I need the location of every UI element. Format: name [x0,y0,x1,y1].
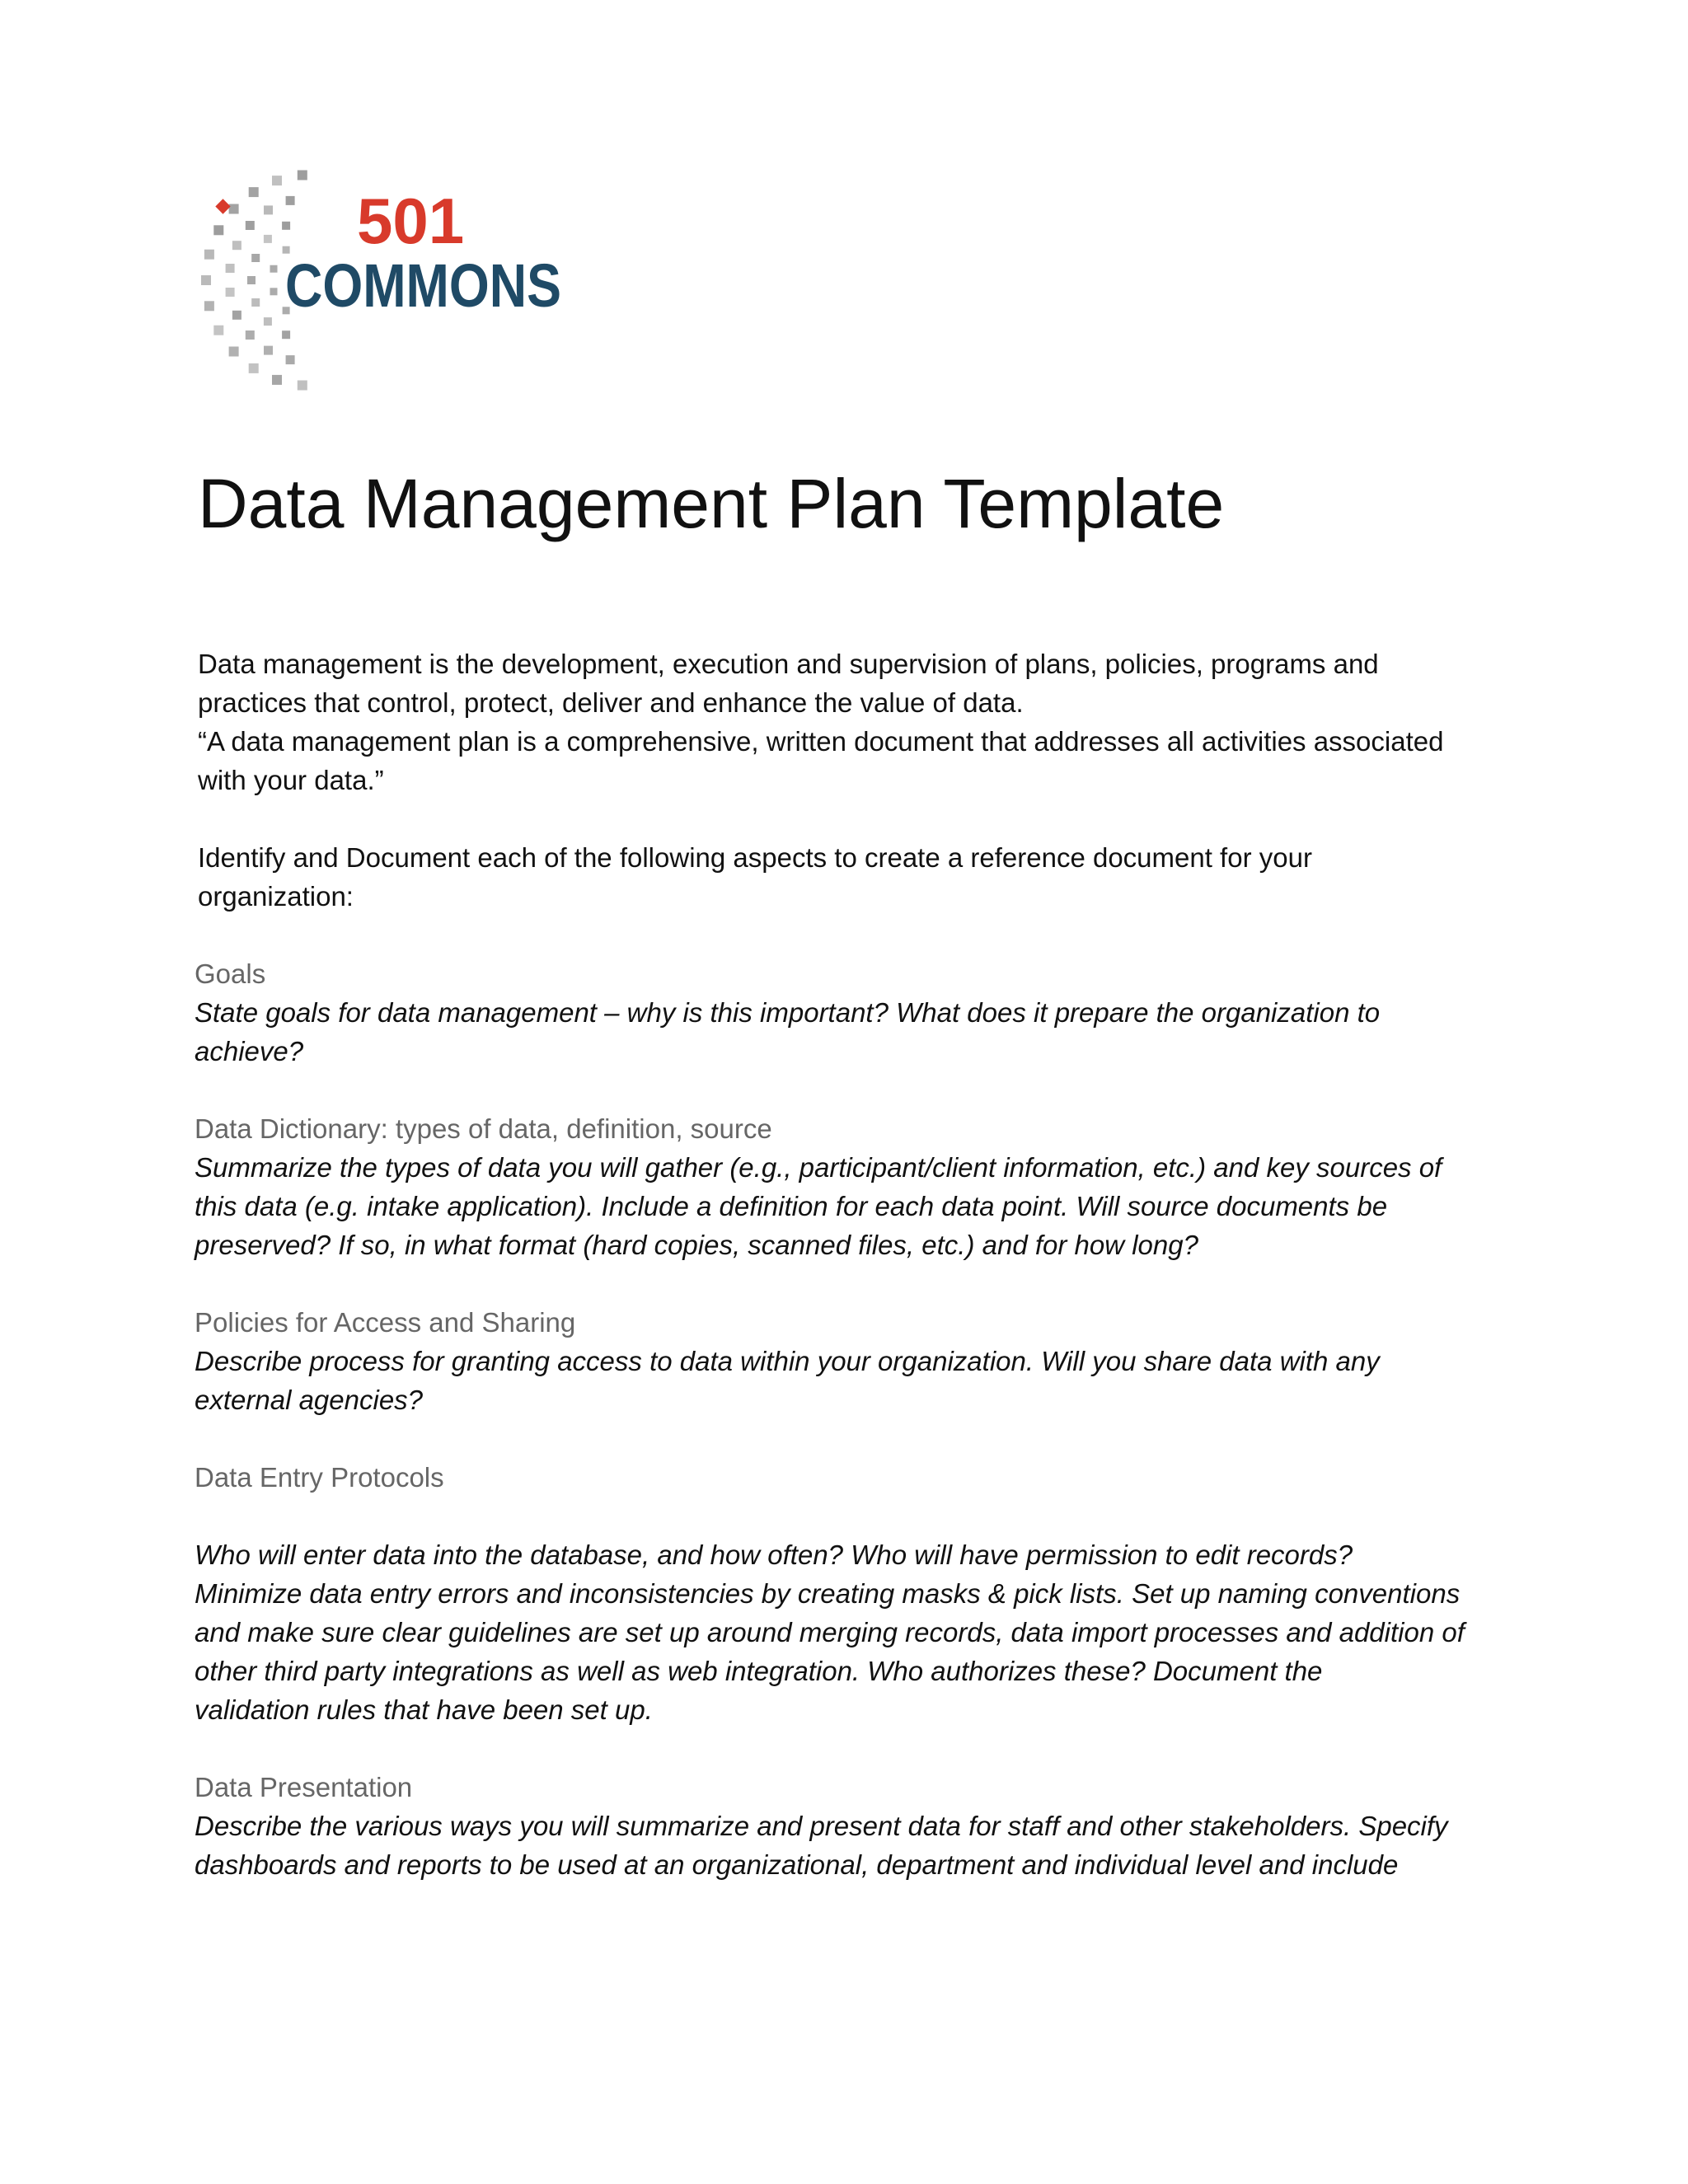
text-line: preserved? If so, in what format (hard copies, scanned files, etc.) and for how long? [195,1230,1198,1260]
logo-dot [272,176,282,185]
logo-dot [226,288,235,297]
logo-dot [286,355,295,364]
logo-dot [264,205,273,214]
logo-dot [249,187,259,197]
section-description [195,1807,1500,1884]
logo-number: 501 [357,185,465,257]
text-line: Describe process for granting access to data within your organization. Will you share data with any [195,1346,1380,1376]
text-line: and make sure clear guidelines are set up around merging records, data import processes and addition of [195,1617,1465,1647]
logo-dot [272,375,282,385]
section-heading: Data Entry Protocols [195,1462,444,1493]
text-line: this data (e.g. intake application). Include a definition for each data point. Will source documents be [195,1191,1388,1221]
section-heading: Policies for Access and Sharing [195,1307,576,1338]
section-data-presentation [195,1768,1500,1884]
text-line: with your data.” [198,765,384,795]
logo-dot [282,330,290,339]
logo-dot [270,288,278,295]
logo-accent-dot [215,199,230,213]
text-line: Minimize data entry errors and inconsistencies by creating masks & pick lists. Set up naming conventions [195,1578,1461,1609]
logo-dot [201,275,211,285]
intro-quote [198,722,1500,799]
section-description [195,1535,1500,1729]
text-line: Summarize the types of data you will gather (e.g., participant/client information, etc.) and key sources of [195,1152,1442,1183]
section-heading: Data Dictionary: types of data, definition, source [195,1113,772,1144]
logo-dot [213,326,223,335]
logo-mark [188,165,584,396]
logo-dot [232,311,241,320]
logo-dot [249,363,259,373]
text-line: “A data management plan is a comprehensive, written document that addresses all activities associated [198,726,1444,757]
logo-dot [282,222,290,230]
logo-dot [226,264,235,273]
section-heading: Goals [195,958,266,989]
logo-dot [298,381,307,391]
logo-dot [246,221,255,230]
logo-dot [264,317,272,326]
logo-dot [213,225,223,235]
logo-dot [264,235,272,243]
text-line: external agencies? [195,1385,424,1415]
section-data-dictionary [195,1109,1500,1264]
document-title: Data Management Plan Template [198,465,1225,542]
logo-name: COMMONS [285,251,561,320]
text-line: State goals for data management – why is this important? What does it prepare the organization to [195,997,1381,1028]
section-description [195,993,1500,1071]
logo-dot [298,171,307,180]
logo-dot [286,196,295,205]
logo-dot [246,330,255,340]
text-line: Identify and Document each of the following aspects to create a reference document for your [198,842,1312,873]
text-line: organization: [198,881,354,912]
logo-dot [251,298,260,307]
section-goals [195,954,1500,1071]
text-line: Describe the various ways you will summarize and present data for staff and other stakeholders. Specify [195,1811,1448,1841]
intro-instruction [198,838,1500,916]
section-heading: Data Presentation [195,1772,413,1802]
section-access-sharing [195,1303,1500,1419]
logo-dot [251,254,260,262]
text-line: other third party integrations as well as web integration. Who authorizes these? Document the [195,1656,1323,1686]
text-line: dashboards and reports to be used at an organizational, department and individual level and include [195,1849,1399,1880]
logo-501-commons [188,165,584,396]
text-line: practices that control, protect, deliver and enhance the value of data. [198,687,1024,718]
logo-dot [204,250,214,260]
document-body [195,644,1500,1884]
text-line: validation rules that have been set up. [195,1694,653,1725]
logo-dot [229,204,239,214]
logo-dot [264,346,273,355]
text-line: Data management is the development, execution and supervision of plans, policies, programs and [198,649,1379,679]
section-description [195,1342,1500,1419]
section-description [195,1148,1500,1264]
text-line: achieve? [195,1036,304,1066]
intro-definition [198,644,1500,722]
logo-dot [270,265,278,273]
section-data-entry [195,1458,1500,1729]
logo-dot [229,347,239,357]
logo-dot [247,276,256,284]
text-line: Who will enter data into the database, and how often? Who will have permission to edit records? [195,1540,1353,1570]
logo-dot [232,241,241,250]
logo-dot [204,301,214,311]
